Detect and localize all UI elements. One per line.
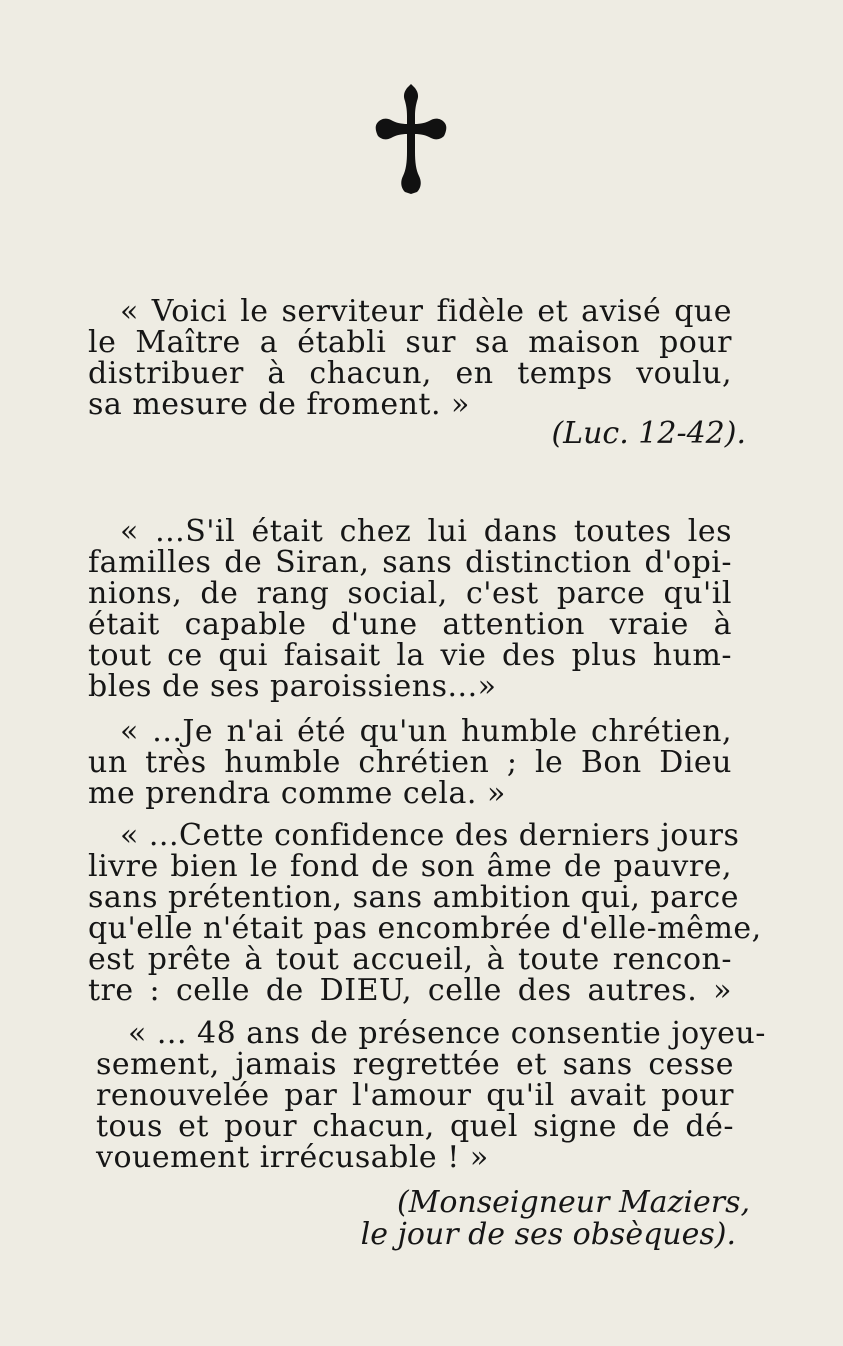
paragraph-line: « ...Cette confidence des derniers jours	[120, 818, 740, 853]
paragraph-line: était capable d'une attention vraie à	[88, 607, 732, 642]
paragraph-line: sans prétention, sans ambition qui, parce	[88, 880, 739, 915]
homily-paragraph-4	[96, 1016, 766, 1175]
paragraph-line: me prendra comme cela. »	[88, 776, 506, 811]
paragraph-line: « ...S'il était chez lui dans toutes les	[120, 514, 732, 549]
homily-paragraph-2	[88, 716, 732, 809]
quote-line: sa mesure de froment. »	[88, 387, 470, 422]
paragraph-line: qu'elle n'était pas encombrée d'elle-même,	[88, 911, 762, 946]
attribution-line-1: (Monseigneur Maziers,	[396, 1185, 750, 1220]
paragraph-line: familles de Siran, sans distinction d'opi-	[88, 545, 732, 580]
attribution-line-2: le jour de ses obsèques).	[360, 1217, 736, 1252]
homily-paragraph-3	[88, 818, 762, 1008]
scripture-reference: (Luc. 12-42).	[551, 416, 746, 451]
quote-line: le Maître a établi sur sa maison pour	[88, 325, 732, 360]
cross-icon	[374, 82, 448, 194]
paragraph-line: est prête à tout accueil, à toute rencon-	[88, 942, 732, 977]
paragraph-line: tre : celle de DIEU, celle des autres. »	[88, 973, 732, 1008]
paragraph-line: un très humble chrétien ; le Bon Dieu	[88, 745, 732, 780]
paragraph-line: tous et pour chacun, quel signe de dé-	[96, 1109, 734, 1144]
homily-paragraph-1	[88, 516, 732, 702]
paragraph-line: « ...Je n'ai été qu'un humble chrétien,	[120, 714, 732, 749]
paragraph-line: bles de ses paroissiens...»	[88, 669, 497, 704]
paragraph-line: sement, jamais regrettée et sans cesse	[96, 1047, 734, 1082]
quote-line: distribuer à chacun, en temps voulu,	[88, 356, 732, 391]
scripture-quote	[88, 296, 732, 420]
paragraph-line: tout ce qui faisait la vie des plus hum-	[88, 638, 732, 673]
quote-line: « Voici le serviteur fidèle et avisé que	[120, 294, 732, 329]
paragraph-line: nions, de rang social, c'est parce qu'il	[88, 576, 732, 611]
paragraph-line: « ... 48 ans de présence consentie joyeu-	[128, 1016, 766, 1051]
paragraph-line: renouvelée par l'amour qu'il avait pour	[96, 1078, 734, 1113]
paragraph-line: vouement irrécusable ! »	[96, 1140, 489, 1175]
paragraph-line: livre bien le fond de son âme de pauvre,	[88, 849, 732, 884]
